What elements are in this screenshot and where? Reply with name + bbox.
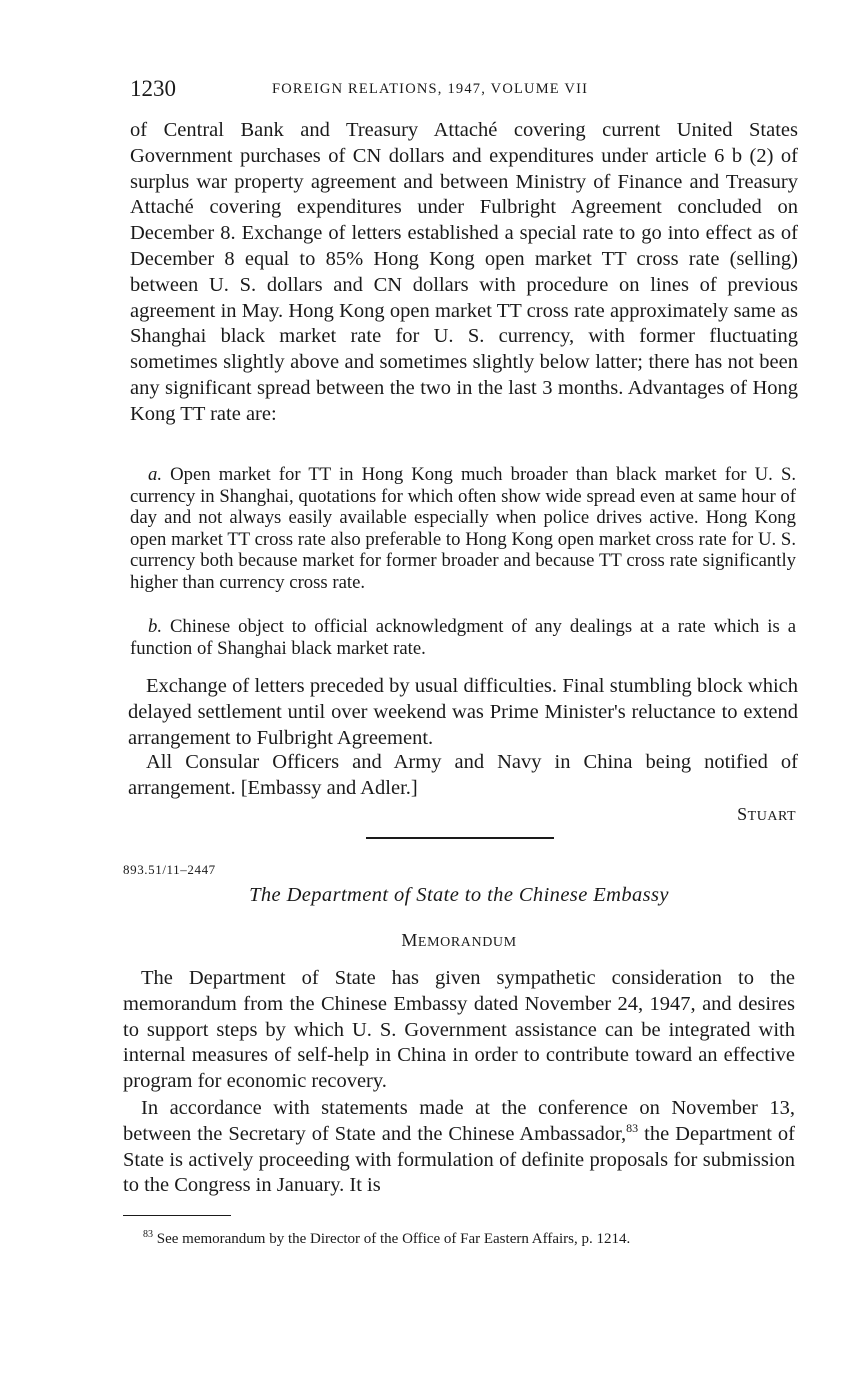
advantage-b-text: Chinese object to official acknowledgment of any dealings at a rate which is a function of Shanghai black market rate. xyxy=(130,616,796,659)
footnote-marker: 83 xyxy=(143,1229,153,1240)
footnote-text: See memorandum by the Director of the Office of Far Eastern Affairs, p. 1214. xyxy=(153,1231,631,1247)
page-number: 1230 xyxy=(130,76,176,101)
telegram-paragraph-2: Exchange of letters preceded by usual difficulties. Final stumbling block which delayed settlement until over weekend was Prime Minister's reluctance to extend arrangement to Fulbright Agreement. xyxy=(128,675,798,749)
advantage-a-text: Open market for TT in Hong Kong much broader than black market for U. S. currency in Shanghai, quotations for which often show wide spread even at same hour of day and not always easily available especially when police drives active. Hong Kong open market TT cross rate also preferable to Hong Kong open market cross rate for U. S. currency both because market for former broader and because TT cross rate significantly higher than currency cross rate. xyxy=(130,464,797,593)
document-title: The Department of State to the Chinese Embassy xyxy=(249,884,669,906)
advantage-a xyxy=(130,464,796,594)
telegram-paragraph-1: of Central Bank and Treasury Attaché covering current United States Government purchases of CN dollars and expenditures under article 6 b (2) of surplus war property agreement and between Ministry of Finance and Treasury Attaché covering expenditures under Fulbright Agreement concluded on December 8. Exchange of letters established a special rate to go into effect as of December 8 equal to 85% Hong Kong open market TT cross rate (selling) between U. S. dollars and CN dollars with procedure on lines of previous agreement in May. Hong Kong open market TT cross rate approximately same as Shanghai black market rate for U. S. currency, with former fluctuating sometimes slightly above and sometimes slightly below latter; there has not been any significant spread between the two in the last 3 months. Advantages of Hong Kong TT rate are: xyxy=(130,119,798,425)
memo-paragraph-1: The Department of State has given sympathetic consideration to the memorandum from the Chinese Embassy dated November 24, 1947, and desires to support steps by which U. S. Government assistance can be integrated with internal measures of self-help in China in order to contribute toward an effective program for economic recovery. xyxy=(123,967,795,1093)
footnote-reference: 83 xyxy=(626,1120,639,1135)
memo-paragraph-2: In accordance with statements made at the conference on November 13, between the Secretary of State and the Chinese Ambassador,$^{83}$ the Department of State is actively proceeding with formulation of definite proposals for submission to the Congress in January. It is xyxy=(123,1097,795,1197)
telegram-paragraph-3: All Consular Officers and Army and Navy in China being notified of arrangement. [Embassy and Adler.] xyxy=(128,751,798,799)
footnote xyxy=(143,1231,630,1248)
page-header xyxy=(130,76,670,106)
signature: STUART xyxy=(737,804,796,824)
advantage-b-label: b. xyxy=(148,616,163,637)
advantage-b xyxy=(130,616,796,659)
advantage-a-label: a. xyxy=(148,464,163,485)
section-divider xyxy=(366,837,554,839)
file-number: 893.51/11–2447 xyxy=(123,862,216,877)
document-type-heading: MEMORANDUM xyxy=(401,930,517,950)
running-head: FOREIGN RELATIONS, 1947, VOLUME VII xyxy=(272,81,589,97)
footnote-rule xyxy=(123,1215,231,1216)
